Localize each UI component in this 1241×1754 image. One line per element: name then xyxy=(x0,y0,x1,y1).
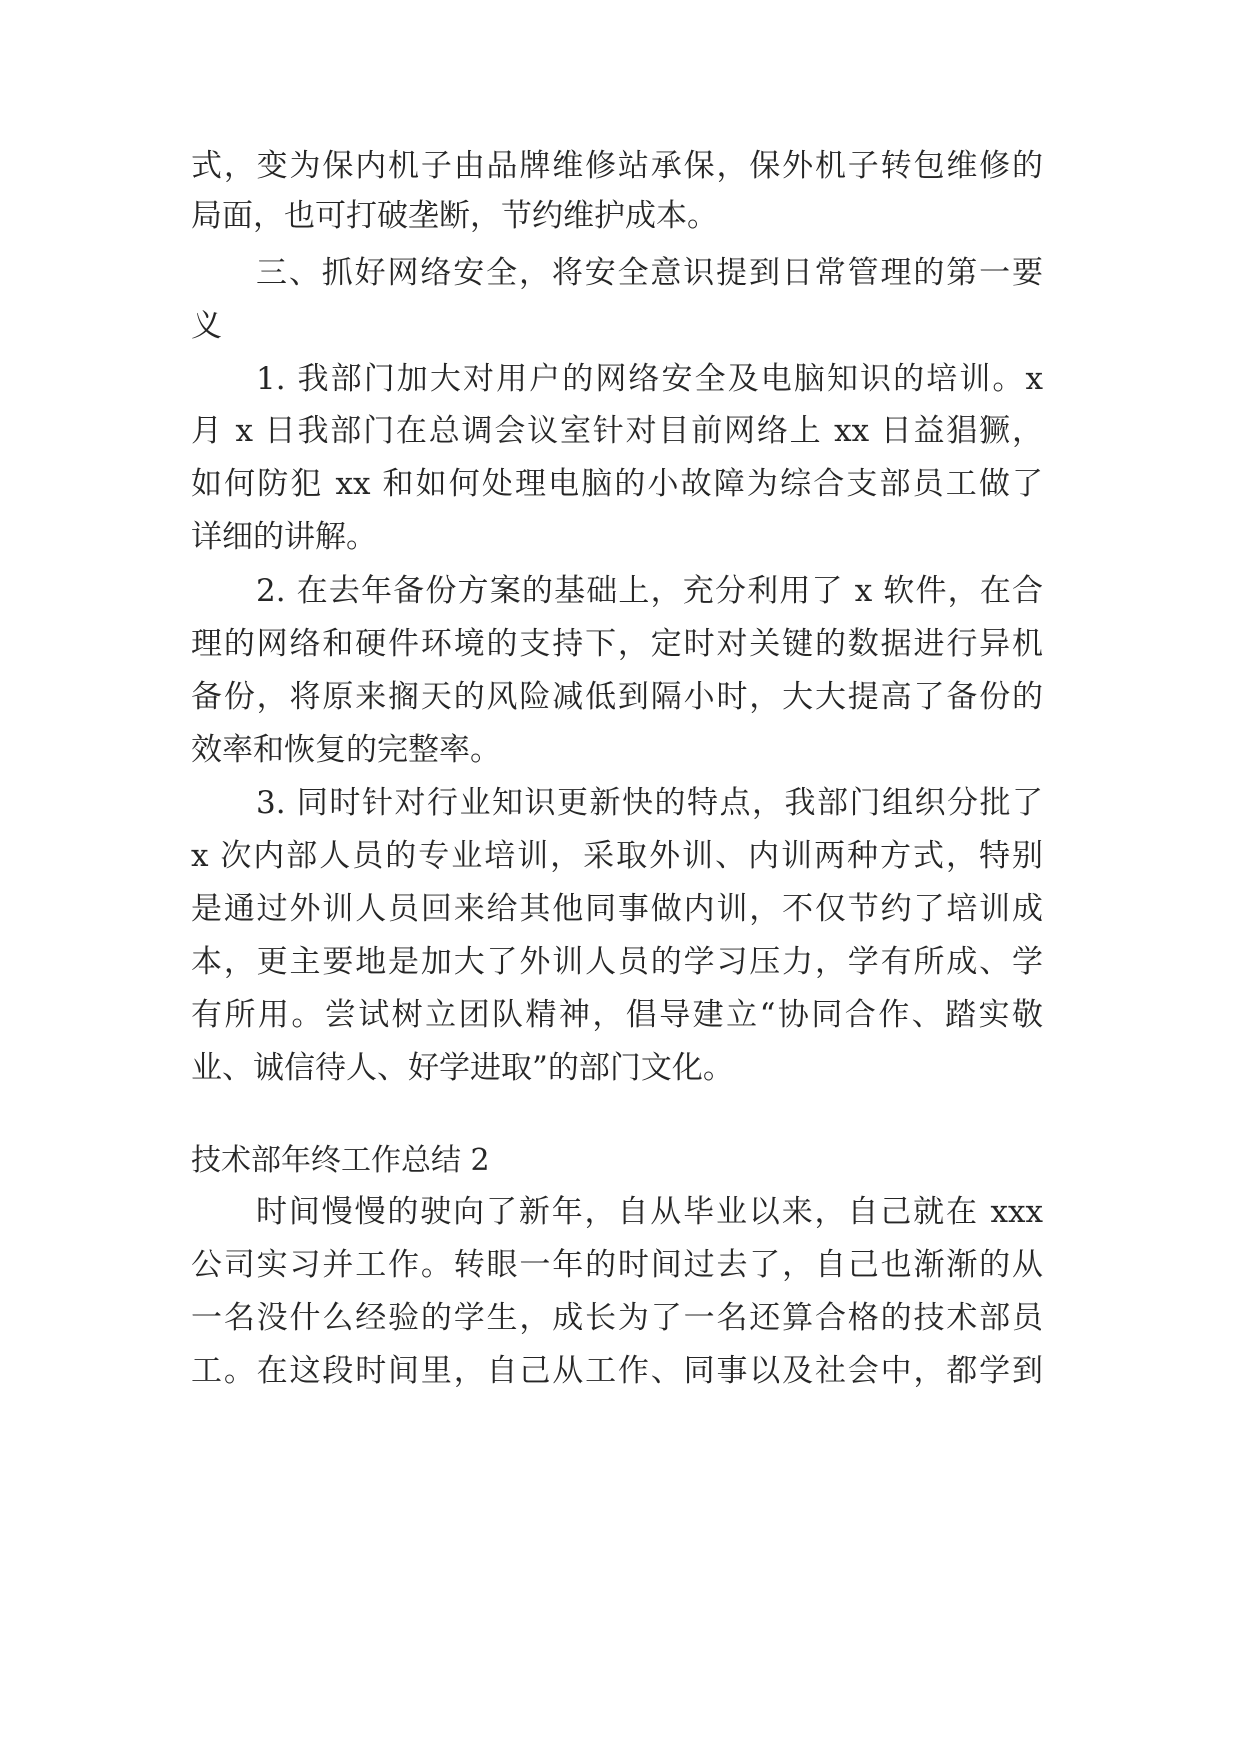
paragraph-line: 一名没什么经验的学生，成长为了一名还算合格的技术部员 xyxy=(191,1300,1043,1336)
list-item-line: 理的网络和硬件环境的支持下，定时对关键的数据进行异机 xyxy=(191,626,1043,662)
paragraph-line: 时间慢慢的驶向了新年，自从毕业以来，自己就在 xxx xyxy=(256,1194,1043,1230)
list-item-line: 1. 我部门加大对用户的网络安全及电脑知识的培训。x xyxy=(256,361,1043,397)
list-item-line: 效率和恢复的完整率。 xyxy=(191,732,501,768)
list-item-line: 如何防犯 xx 和如何处理电脑的小故障为综合支部员工做了 xyxy=(191,466,1043,502)
section-title: 技术部年终工作总结 2 xyxy=(191,1143,490,1178)
list-item-line: 详细的讲解。 xyxy=(191,519,377,555)
section-heading-line: 义 xyxy=(191,308,222,344)
list-item-line: 备份，将原来搁天的风险减低到隔小时，大大提高了备份的 xyxy=(191,679,1043,715)
list-item-line: 2. 在去年备份方案的基础上，充分利用了 x 软件，在合 xyxy=(256,573,1043,609)
paragraph-line: 局面，也可打破垄断，节约维护成本。 xyxy=(191,198,718,234)
list-item-line: x 次内部人员的专业培训，采取外训、内训两种方式，特别 xyxy=(191,838,1043,874)
list-item-line: 3. 同时针对行业知识更新快的特点，我部门组织分批了 xyxy=(256,785,1043,821)
list-item-line: 是通过外训人员回来给其他同事做内训，不仅节约了培训成 xyxy=(191,891,1043,927)
list-item-line: 月 x 日我部门在总调会议室针对目前网络上 xx 日益猖獗， xyxy=(191,413,1043,449)
paragraph-line: 式，变为保内机子由品牌维修站承保，保外机子转包维修的 xyxy=(191,148,1043,184)
list-item-line: 本，更主要地是加大了外训人员的学习压力，学有所成、学 xyxy=(191,944,1043,980)
section-heading-line: 三、抓好网络安全，将安全意识提到日常管理的第一要 xyxy=(256,255,1043,291)
list-item-line: 有所用。尝试树立团队精神，倡导建立“协同合作、踏实敬 xyxy=(191,997,1043,1033)
paragraph-line: 工。在这段时间里，自己从工作、同事以及社会中，都学到 xyxy=(191,1353,1043,1389)
paragraph-line: 公司实习并工作。转眼一年的时间过去了，自己也渐渐的从 xyxy=(191,1247,1043,1283)
list-item-line: 业、诚信待人、好学进取”的部门文化。 xyxy=(191,1050,734,1086)
